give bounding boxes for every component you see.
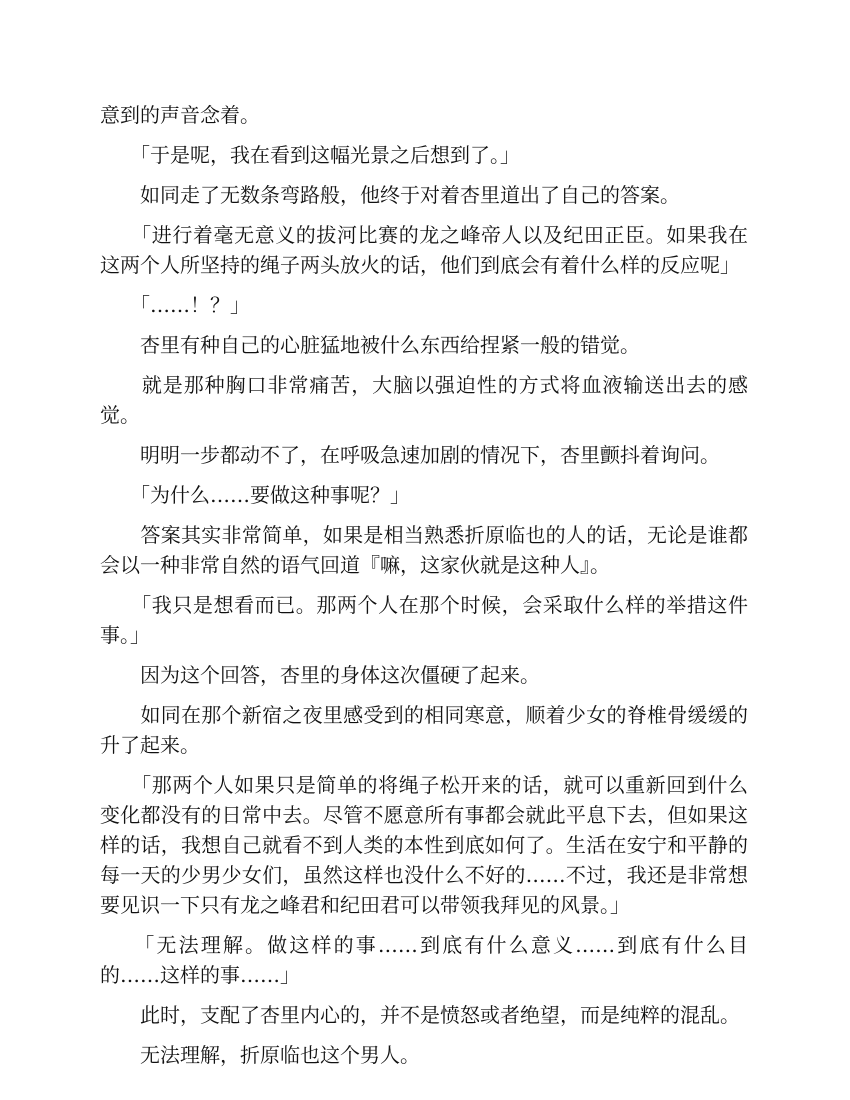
paragraph: 「进行着毫无意义的拔河比赛的龙之峰帝人以及纪田正臣。如果我在这两个人所坚持的绳子两头放火的话，他们到底会有着什么样的反应呢」 <box>100 223 748 277</box>
novel-page <box>100 0 748 1100</box>
paragraph: 答案其实非常简单，如果是相当熟悉折原临也的人的话，无论是谁都会以一种非常自然的语气回道『嘛，这家伙就是这种人』。 <box>100 523 748 577</box>
paragraph: 杏里有种自己的心脏猛地被什么东西给捏紧一般的错觉。 <box>100 333 640 357</box>
paragraph: 如同走了无数条弯路般，他终于对着杏里道出了自己的答案。 <box>100 183 680 207</box>
paragraph: 「……！？」 <box>100 293 250 317</box>
paragraph: 「于是呢，我在看到这幅光景之后想到了。」 <box>100 143 520 167</box>
paragraph: 「无法理解。做这样的事……到底有什么意义……到底有什么目的……这样的事……」 <box>100 933 748 987</box>
paragraph: 因为这个回答，杏里的身体这次僵硬了起来。 <box>100 663 540 687</box>
paragraph: 意到的声音念着。 <box>100 103 260 127</box>
paragraph: 「我只是想看而已。那两个人在那个时候，会采取什么样的举措这件事。」 <box>100 593 748 647</box>
paragraph: 明明一步都动不了，在呼吸急速加剧的情况下，杏里颤抖着询问。 <box>100 443 720 467</box>
paragraph: 无法理解，折原临也这个男人。 <box>100 1043 420 1067</box>
paragraph: 如同在那个新宿之夜里感受到的相同寒意，顺着少女的脊椎骨缓缓的升了起来。 <box>100 703 748 757</box>
paragraph: 此时，支配了杏里内心的，并不是愤怒或者绝望，而是纯粹的混乱。 <box>100 1003 740 1027</box>
paragraph: 「那两个人如果只是简单的将绳子松开来的话，就可以重新回到什么变化都没有的日常中去。尽管不愿意所有事都会就此平息下去，但如果这样的话，我想自己就看不到人类的本性到底如何了。生活在安宁和平静的每一天的少男少女们，虽然这样也没什么不好的……不过，我还是非常想要见识一下只有龙之峰君和纪田君可以带领我拜见的风景。」 <box>100 773 748 917</box>
paragraph: 「为什么……要做这种事呢？」 <box>100 483 410 507</box>
paragraph: 就是那种胸口非常痛苦，大脑以强迫性的方式将血液输送出去的感觉。 <box>100 373 748 427</box>
